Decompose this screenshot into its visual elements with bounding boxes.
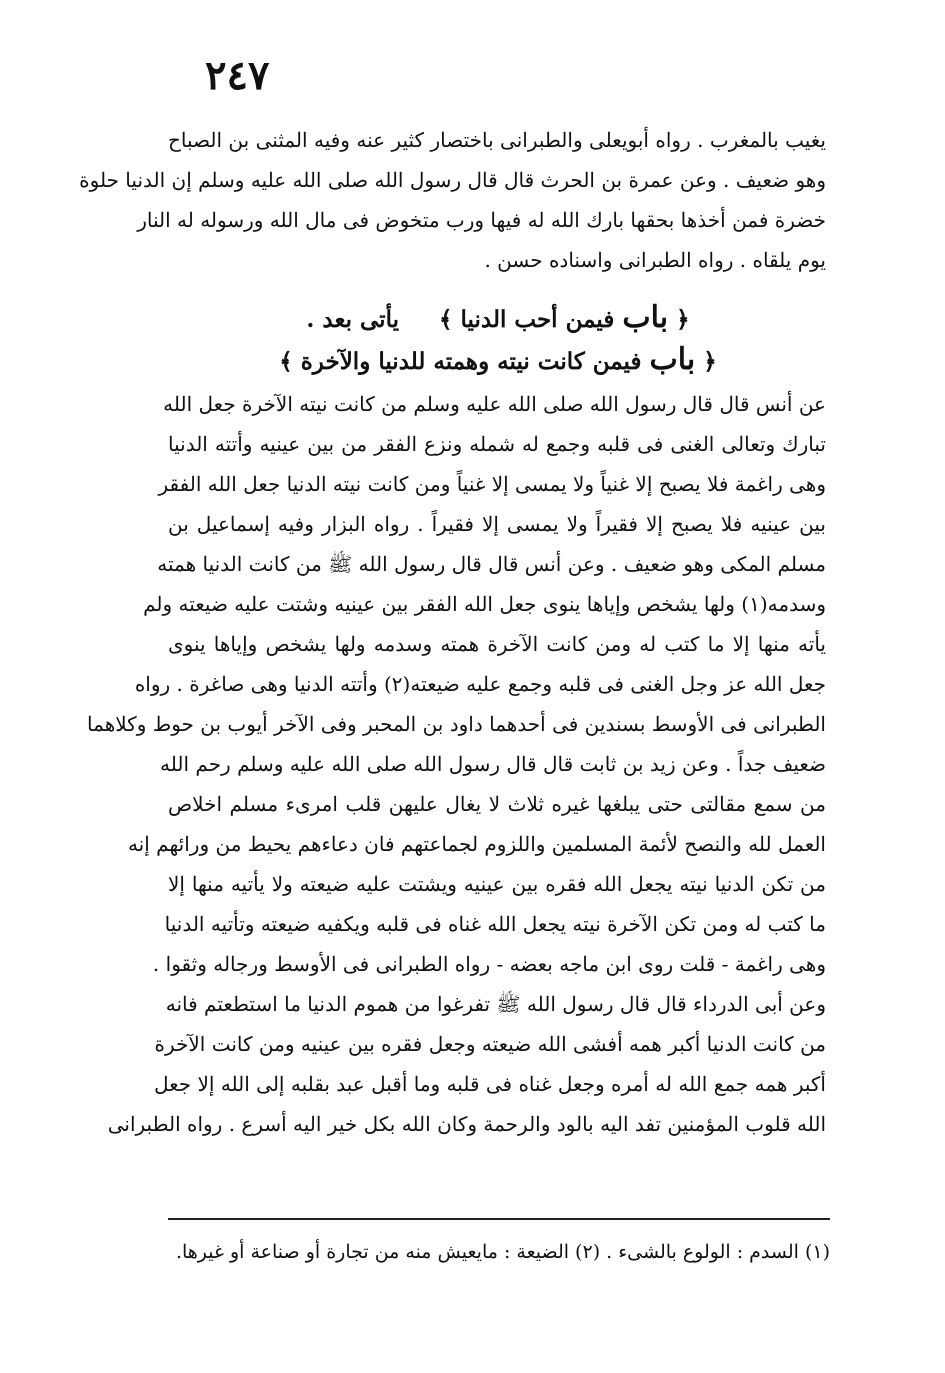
text-line: عن أنس قال قال رسول الله صلى الله عليه وسلم من كانت نيته الآخرة جعل الله [163, 392, 826, 416]
text-line: خضرة فمن أخذها بحقها بارك الله له فيها ورب متخوض فى مال الله ورسوله له النار [137, 208, 826, 232]
body-paragraph [87, 384, 826, 1144]
heading-keyword: باب [649, 342, 696, 377]
heading-title: فيمن كانت نيته وهمته للدنيا والآخرة [300, 348, 642, 375]
text-line: وسدمه(١) ولها يشخص وإياها ينوى جعل الله الفقر بين عينيه وشتت عليه ضيعته ولم [143, 592, 826, 616]
text-line: بين عينيه فلا يصبح إلا فقيراً ولا يمسى إلا فقيراً . رواه البزار وفيه إسماعيل بن [168, 512, 826, 536]
text-line: وهى راغمة - قلت روى ابن ماجه بعضه - رواه الطبرانى فى الأوسط ورجاله وثقوا . [152, 952, 826, 976]
text-line: أكبر همه جمع الله له أمره وجعل غناه فى قلبه وما أقبل عبد بقلبه إلى الله إلا جعل [153, 1072, 826, 1096]
page-number: ٢٤٧ [205, 52, 270, 99]
text-line: الله قلوب المؤمنين تفد اليه بالود والرحمة وكان الله بكل خير اليه أسرع . رواه الطبرانى [107, 1112, 826, 1136]
text-line: مسلم المكى وهو ضعيف . وعن أنس قال قال رسول الله ﷺ من كانت الدنيا همته [157, 552, 826, 576]
text-line: ما كتب له ومن تكن الآخرة نيته يجعل الله غناه فى قلبه ويكفيه ضيعته وتأتيه الدنيا [164, 912, 826, 936]
text-line: تبارك وتعالى الغنى فى قلبه وجمع له شمله ونزع الفقر من بين عينيه وأتته الدنيا [168, 432, 826, 456]
footnote: (١) السدم : الولوع بالشىء . (٢) الضيعة : مايعيش منه من تجارة أو صناعة أو غيرها. [175, 1241, 830, 1263]
text-line: جعل الله عز وجل الغنى فى قلبه وجمع عليه ضيعته(٢) وأتته الدنيا وهى صاغرة . رواه [134, 672, 826, 696]
text-line: وعن أبى الدرداء قال قال رسول الله ﷺ تفرغوا من هموم الدنيا ما استطعتم فانه [165, 992, 826, 1016]
text-line: من سمع مقالتى حتى يبلغها غيره ثلاث لا يغال عليهن قلب امرىء مسلم اخلاص [168, 792, 826, 816]
text-line: الطبرانى فى الأوسط بسندين فى أحدهما داود بن المحبر وفى الآخر أيوب بن حوط وكلاهما [87, 712, 826, 736]
text-line: وهو ضعيف . وعن عمرة بن الحرث قال قال رسول الله صلى الله عليه وسلم إن الدنيا حلوة [79, 168, 826, 192]
text-line: من كانت الدنيا أكبر همه أفشى الله ضيعته وجعل فقره بين عينيه ومن كانت الآخرة [154, 1032, 826, 1056]
footnote-divider [168, 1218, 830, 1220]
text-line: يأته منها إلا ما كتب له ومن كانت الآخرة همته وسدمه ولها يشخص وإياها ينوى [168, 632, 826, 656]
text-line: وهى راغمة فلا يصبح إلا غنياً ولا يمسى إلا غنياً ومن كانت نيته الدنيا جعل الله الفقر [158, 472, 826, 496]
text-line: من تكن الدنيا نيته يجعل الله فقره بين عينيه ويشتت عليه ضيعته ولا يأتيه منها إلا [168, 872, 826, 896]
section-heading-1 [168, 296, 828, 340]
heading-bracket-open: ﴿ [676, 306, 690, 333]
text-line: يوم يلقاه . رواه الطبرانى واسناده حسن . [484, 248, 826, 272]
heading-bracket-open: ﴿ [703, 348, 717, 375]
heading-note: يأتى بعد . [306, 306, 399, 333]
heading-bracket-close: ﴾ [279, 348, 293, 375]
text-line: العمل لله والنصح لأئمة المسلمين واللزوم لجماعتهم فان دعاءهم يحيط من ورائهم إنه [127, 832, 826, 856]
section-heading-2 [168, 338, 828, 382]
text-line: يغيب بالمغرب . رواه أبويعلى والطبرانى باختصار كثير عنه وفيه المثنى بن الصباح [168, 128, 826, 152]
heading-bracket-close: ﴾ [439, 306, 453, 333]
heading-keyword: باب [622, 300, 669, 335]
heading-title: فيمن أحب الدنيا [460, 306, 615, 333]
top-paragraph [79, 120, 826, 280]
text-line: ضعيف جداً . وعن زيد بن ثابت قال قال رسول الله صلى الله عليه وسلم رحم الله [160, 752, 826, 776]
